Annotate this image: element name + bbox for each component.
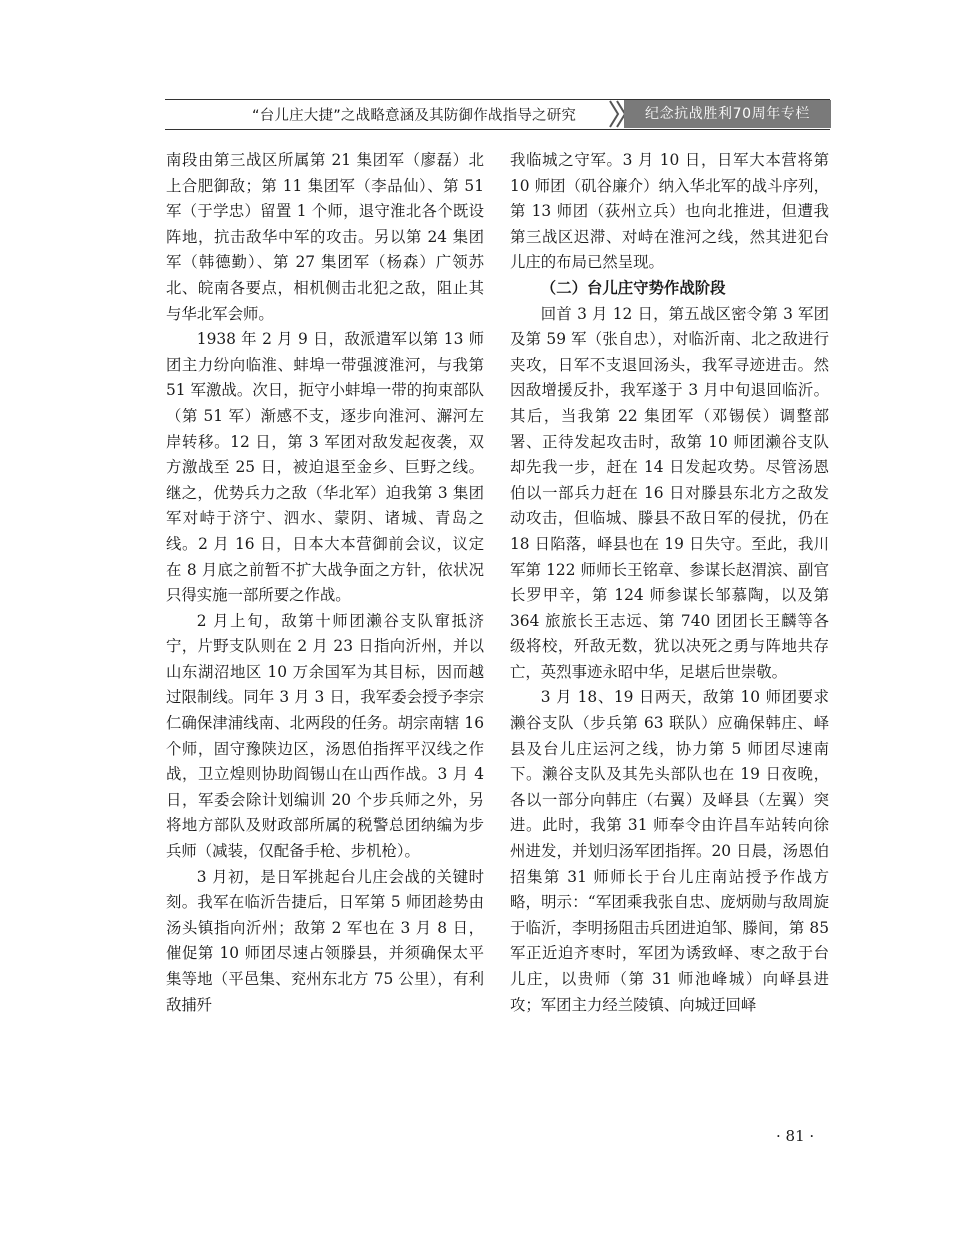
body-paragraph: 1938 年 2 月 9 日，敌派遣军以第 13 师团主力纷向临淮、蚌埠一带强渡淮河，与我第 51 军激战。次日，扼守小蚌埠一带的拘束部队（第 51 军）渐感不支，逐步向淮河、澥河左岸转移。12 日，第 3 军团对敌发起夜袭，双方激战至 25 日，被迫退至金乡、巨野之线。继之，优势兵力之敌（华北军）迫我第 3 集团军对峙于济宁、泗水、蒙阴、诸城、青岛之线。2 月 16 日，日本大本营御前会议，议定在 8 月底之前暂不扩大战争面之方针，依状况只得实施一部所要之作战。	[166, 330, 484, 605]
body-paragraph: 我临城之守军。3 月 10 日，日军大本营将第 10 师团（矶谷廉介）纳入华北军的战斗序列，第 13 师团（荻州立兵）也向北推进，但遭我第三战区迟滞、对峙在淮河之线，然其进犯台儿庄的布局已然呈现。	[510, 151, 829, 272]
right-text-column	[510, 148, 829, 1018]
page-number: · 81 ·	[776, 1127, 815, 1145]
body-paragraph: 3 月初，是日军挑起台儿庄会战的关键时刻。我军在临沂告捷后，日军第 5 师团趁势由汤头镇指向沂州；敌第 2 军也在 3 月 8 日，催促第 10 师团尽速占领滕县，并须确保太平集等地（平邑集、兖州东北方 75 公里），有利敌捕歼	[166, 867, 484, 1014]
running-header-title: “台儿庄大捷”之战略意涵及其防御作战指导之研究	[252, 108, 577, 124]
body-paragraph: 南段由第三战区所属第 21 集团军（廖磊）北上合肥御敌；第 11 集团军（李品仙）、第 51 军（于学忠）留置 1 个师，退守淮北各个既设阵地，抗击敌华中军的攻击。另以第 24 集团军（韩德勤）、第 27 集团军（杨森）广领苏北、皖南各要点，相机侧击北犯之敌，阻止其与华北军会师。	[166, 151, 484, 323]
body-paragraph: 2 月上旬，敌第十师团濑谷支队窜抵济宁，片野支队则在 2 月 23 日指向沂州，并以山东湖沼地区 10 万余国军为其目标，因而越过限制线。同年 3 月 3 日，我军委会授予李宗仁确保津浦线南、北两段的任务。胡宗南辖 16 个师，固守豫陕边区，汤恩伯指挥平汉线之作战，卫立煌则协助阎锡山在山西作战。3 月 4 日，军委会除计划编训 20 个步兵师之外，另将地方部队及财政部所属的税警总团纳编为步兵师（减装，仅配备手枪、步机枪）。	[166, 611, 484, 861]
column-banner: 纪念抗战胜利70周年专栏	[624, 100, 831, 128]
section-heading: （二）台儿庄守势作战阶段	[540, 278, 726, 297]
body-paragraph: 回首 3 月 12 日，第五战区密令第 3 军团及第 59 军（张自忠），对临沂南、北之敌进行夹攻，日军不支退回汤头，我军寻迹进击。然因敌增援反扑，我军遂于 3 月中旬退回临沂。其后，当我第 22 集团军（邓锡侯）调整部署、正待发起攻击时，敌第 10 师团濑谷支队却先我一步，赶在 14 日发起攻势。尽管汤恩伯以一部兵力赶在 16 日对滕县东北方之敌发动攻击，但临城、滕县不敌日军的侵扰，仍在 18 日陷落，峄县也在 19 日失守。至此，我川军第 122 师师长王铭章、参谋长赵渭滨、副官长罗甲辛，第 124 师参谋长邹慕陶，以及第 364 旅旅长王志远、第 740 团团长王麟等各级将校，歼敌无数，犹以决死之勇与阵地共存亡，英烈事迹永昭中华，足堪后世崇敬。	[510, 304, 829, 681]
left-text-column	[166, 148, 484, 1018]
body-paragraph: 3 月 18、19 日两天，敌第 10 师团要求濑谷支队（步兵第 63 联队）应确保韩庄、峄县及台儿庄运河之线，协力第 5 师团尽速南下。濑谷支队及其先头部队也在 19 日夜晚，各以一部分向韩庄（右翼）及峄县（左翼）突进。此时，我第 31 师奉令由许昌车站转向徐州进发，并划归汤军团指挥。20 日晨，汤恩伯招集第 31 师师长于台儿庄南站授予作战方略，明示：“军团乘我张自忠、庞炳勋与敌周旋于临沂，李明扬阻击兵团进迫邹、滕间，第 85 军正近迫齐枣时，军团为诱致峄、枣之敌于台儿庄，以贵师（第 31 师池峰城）向峄县进攻；军团主力经兰陵镇、向城迂回峄	[510, 688, 829, 1014]
header-rule-bottom	[165, 129, 830, 130]
